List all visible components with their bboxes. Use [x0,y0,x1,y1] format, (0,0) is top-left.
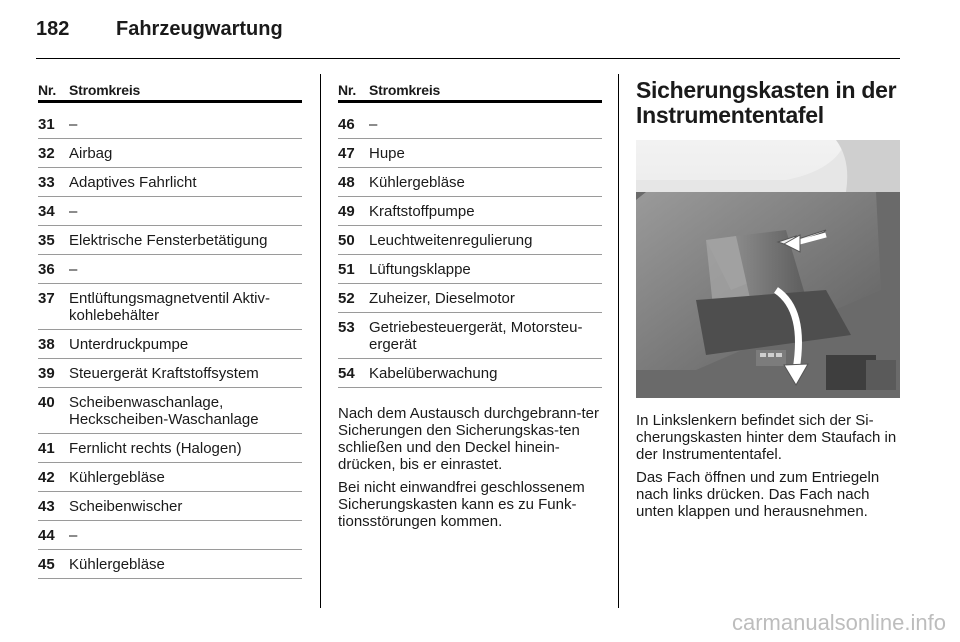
header-circuit: Stromkreis [369,82,441,98]
page-title: Fahrzeugwartung [116,18,283,40]
fuse-number: 35 [38,232,55,249]
table-row [38,258,302,284]
table-row [38,437,302,463]
fuse-box-illustration [636,140,900,398]
fuse-number: 47 [338,145,355,162]
fuse-circuit: Adaptives Fahrlicht [69,174,197,191]
header-rule [36,58,900,59]
table-row [338,316,602,359]
fuse-circuit: Getriebesteuergerät, Motorsteu-ergerät [369,319,583,353]
table-row [338,362,602,388]
fuse-number: 31 [38,116,55,133]
fuse-number: 43 [38,498,55,515]
watermark: carmanualsonline.info [731,610,946,635]
fuse-circuit: Kraftstoffpumpe [369,203,475,220]
fuse-table-left [38,80,302,582]
header-circuit: Stromkreis [69,82,141,98]
fuse-number: 39 [38,365,55,382]
header-nr: Nr. [338,82,357,98]
table-row [338,171,602,197]
table-row [338,229,602,255]
page-number: 182 [36,18,70,40]
table-row [38,200,302,226]
table-row [38,113,302,139]
fuse-circuit: Fernlicht rechts (Halogen) [69,440,242,457]
table-row [38,171,302,197]
fuse-number: 44 [38,527,55,544]
body-paragraph: In Linkslenkern befindet sich der Si-cherungskasten hinter dem Staufach in der Instrumententafel. [636,412,897,463]
fuse-circuit: – [69,527,78,544]
fuse-circuit: Kabelüberwachung [369,365,498,382]
table-row [38,333,302,359]
fuse-number: 40 [38,394,55,411]
table-row [38,287,302,330]
table-header [38,80,302,103]
fuse-number: 37 [38,290,55,307]
fuse-number: 48 [338,174,355,191]
table-row [38,524,302,550]
fuse-circuit: Zuheizer, Dieselmotor [369,290,515,307]
fuse-number: 41 [38,440,55,457]
fuse-number: 36 [38,261,55,278]
table-row [38,362,302,388]
table-row [338,287,602,313]
glovebox-fuse-box-diagram [636,140,900,398]
fuse-number: 52 [338,290,355,307]
table-row [38,142,302,168]
fuse-circuit: Lüftungsklappe [369,261,471,278]
body-paragraph: Das Fach öffnen und zum Entriegeln nach links drücken. Das Fach nach unten klappen und herausnehmen. [636,469,880,520]
fuse-number: 50 [338,232,355,249]
fuse-circuit: – [69,116,78,133]
fuse-circuit: Kühlergebläse [69,469,165,486]
section-fuse-box-instrument-panel [636,78,900,526]
column-divider [618,74,619,608]
fuse-number: 46 [338,116,355,133]
section-heading: Sicherungskasten in der Instrumententafel [636,77,897,128]
fuse-circuit: Airbag [69,145,113,162]
fuse-number: 32 [38,145,55,162]
table-row [38,553,302,579]
table-row [338,142,602,168]
table-row [338,258,602,284]
body-paragraph: Nach dem Austausch durchgebrann-ter Sicherungen den Sicherungskas-ten schließen und den Deckel hinein-drücken, bis er einrastet. [338,405,599,473]
body-paragraph: Bei nicht einwandfrei geschlossenem Sicherungskasten kann es zu Funk-tionsstörungen kommen. [338,479,585,530]
fuse-circuit: Hupe [369,145,405,162]
fuse-number: 34 [38,203,55,220]
fuse-circuit: Unterdruckpumpe [69,336,189,353]
fuse-number: 49 [338,203,355,220]
fuse-number: 54 [338,365,355,382]
table-row [38,466,302,492]
fuse-number: 51 [338,261,355,278]
table-row [38,229,302,255]
fuse-circuit: Scheibenwischer [69,498,183,515]
table-row [338,113,602,139]
table-header [338,80,602,103]
fuse-circuit: Elektrische Fensterbetätigung [69,232,268,249]
fuse-number: 38 [38,336,55,353]
fuse-circuit: – [69,261,78,278]
table-row [338,200,602,226]
fuse-circuit: Kühlergebläse [369,174,465,191]
fuse-circuit: Steuergerät Kraftstoffsystem [69,365,259,382]
page-header [36,18,283,48]
fuse-circuit: – [69,203,78,220]
table-row [38,495,302,521]
table-row [38,391,302,434]
fuse-circuit: Kühlergebläse [69,556,165,573]
fuse-circuit: Scheibenwaschanlage, Heckscheiben-Waschanlage [69,394,259,428]
fuse-circuit: – [369,116,378,133]
fuse-circuit: Entlüftungsmagnetventil Aktiv-kohlebehälter [69,290,270,324]
column-divider [320,74,321,608]
fuse-number: 33 [38,174,55,191]
fuse-circuit: Leuchtweitenregulierung [369,232,533,249]
fuse-number: 53 [338,319,355,336]
fuse-number: 45 [38,556,55,573]
header-nr: Nr. [38,82,57,98]
fuse-number: 42 [38,469,55,486]
fuse-table-middle [338,80,602,536]
